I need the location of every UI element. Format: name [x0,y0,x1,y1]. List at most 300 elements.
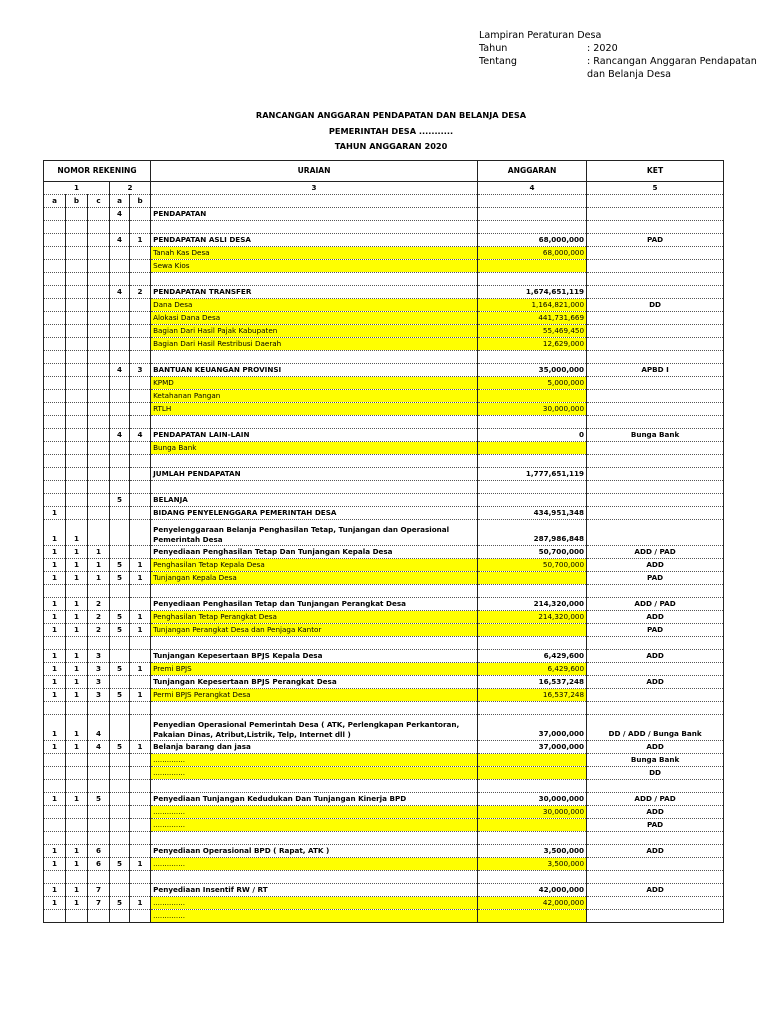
table-row [44,325,724,338]
note-cell [587,403,724,416]
account-code-cell: 1 [44,858,66,871]
description-cell: PENDAPATAN [151,208,478,221]
account-code-cell [88,390,110,403]
note-cell [587,897,724,910]
account-code-cell [66,351,88,364]
amount-cell: 30,000,000 [478,403,587,416]
amount-cell [478,624,587,637]
account-code-cell [110,546,130,559]
account-code-cell [130,754,151,767]
amount-cell [478,221,587,234]
amount-cell: 68,000,000 [478,247,587,260]
subcol-a2: a [110,195,130,208]
account-code-cell [88,325,110,338]
description-cell: Penyediaan Operasional BPD ( Rapat, ATK ) [151,845,478,858]
table-row [44,767,724,780]
account-code-cell [88,377,110,390]
account-code-cell [130,416,151,429]
account-code-cell [110,832,130,845]
description-cell: PENDAPATAN ASLI DESA [151,234,478,247]
account-code-cell: 1 [44,845,66,858]
amount-cell: 68,000,000 [478,234,587,247]
note-cell: PAD [587,624,724,637]
budget-table [43,160,724,923]
amount-cell [478,585,587,598]
table-row [44,897,724,910]
account-code-cell [88,234,110,247]
account-code-cell: 2 [88,598,110,611]
note-cell [587,910,724,923]
note-cell: ADD / PAD [587,598,724,611]
account-code-cell [44,585,66,598]
account-code-cell [66,819,88,832]
amount-cell [478,208,587,221]
account-code-cell [66,299,88,312]
note-cell [587,494,724,507]
amount-cell [478,702,587,715]
account-code-cell: 1 [66,884,88,897]
account-code-cell [44,351,66,364]
account-code-cell [66,338,88,351]
amount-cell: 1,777,651,119 [478,468,587,481]
amount-cell: 50,700,000 [478,546,587,559]
note-cell: ADD [587,611,724,624]
account-code-cell [110,377,130,390]
account-code-cell [44,637,66,650]
account-code-cell: 4 [110,429,130,442]
account-code-cell: 4 [110,208,130,221]
account-code-cell [44,455,66,468]
note-cell: PAD [587,819,724,832]
description-cell: Penyelenggaraan Belanja Penghasilan Tetap, Tunjangan dan Operasional Pemerintah Desa [151,520,478,546]
account-code-cell [66,494,88,507]
account-code-cell [44,442,66,455]
account-code-cell: 1 [44,624,66,637]
account-code-cell: 5 [88,793,110,806]
account-code-cell: 1 [66,611,88,624]
account-code-cell [110,520,130,546]
note-cell [587,286,724,299]
account-code-cell [130,494,151,507]
account-code-cell [110,442,130,455]
account-code-cell [130,520,151,546]
amount-cell: 214,320,000 [478,598,587,611]
account-code-cell [88,520,110,546]
account-code-cell [130,481,151,494]
table-row [44,832,724,845]
account-code-cell [88,871,110,884]
note-cell: DD [587,767,724,780]
amount-cell: 214,320,000 [478,611,587,624]
amount-cell: 42,000,000 [478,897,587,910]
account-code-cell [88,299,110,312]
account-code-cell [110,806,130,819]
account-code-cell: 1 [130,689,151,702]
note-cell: APBD I [587,364,724,377]
account-code-cell: 1 [130,624,151,637]
table-row [44,390,724,403]
account-code-cell [44,702,66,715]
description-cell: Penyediaan Penghasilan Tetap Dan Tunjangan Kepala Desa [151,546,478,559]
account-code-cell [44,325,66,338]
account-code-cell [130,260,151,273]
attachment-header [479,29,764,81]
account-code-cell [44,832,66,845]
account-code-cell [66,416,88,429]
account-code-cell: 1 [66,741,88,754]
description-cell: .............. [151,754,478,767]
description-cell: BELANJA [151,494,478,507]
note-cell [587,858,724,871]
note-cell [587,520,724,546]
account-code-cell: 4 [88,741,110,754]
note-cell: ADD [587,806,724,819]
account-code-cell [110,793,130,806]
table-row [44,585,724,598]
account-code-cell [110,221,130,234]
description-cell: JUMLAH PENDAPATAN [151,468,478,481]
account-code-cell [66,871,88,884]
account-code-cell: 2 [130,286,151,299]
table-row [44,715,724,741]
note-cell [587,455,724,468]
account-code-cell [130,702,151,715]
account-code-cell: 5 [110,559,130,572]
description-cell: Dana Desa [151,299,478,312]
account-code-cell [130,637,151,650]
note-cell: PAD [587,572,724,585]
note-cell: DD [587,299,724,312]
account-code-cell: 1 [88,572,110,585]
account-code-cell: 2 [88,624,110,637]
table-row [44,741,724,754]
account-code-cell [88,468,110,481]
account-code-cell [110,910,130,923]
account-code-cell [88,585,110,598]
account-code-cell [88,429,110,442]
note-cell [587,377,724,390]
account-code-cell [110,312,130,325]
note-cell: ADD [587,650,724,663]
header-anggaran: ANGGARAN [478,161,587,182]
account-code-cell [110,351,130,364]
account-code-cell: 1 [66,546,88,559]
account-code-cell [66,325,88,338]
table-row [44,702,724,715]
table-row [44,507,724,520]
account-code-cell [110,884,130,897]
document-subtitle: PEMERINTAH DESA ........... [328,125,454,136]
account-code-cell: 1 [130,858,151,871]
amount-cell [478,494,587,507]
account-code-cell [66,364,88,377]
table-row [44,234,724,247]
amount-cell [478,637,587,650]
account-code-cell [44,871,66,884]
note-cell [587,780,724,793]
account-code-cell: 5 [110,494,130,507]
account-code-cell: 1 [44,598,66,611]
table-row [44,429,724,442]
account-code-cell [130,221,151,234]
account-code-cell [130,715,151,741]
description-cell [151,832,478,845]
account-code-cell: 1 [66,559,88,572]
account-code-cell [66,910,88,923]
table-row [44,910,724,923]
account-code-cell [88,273,110,286]
account-code-cell: 1 [66,624,88,637]
account-code-cell [130,377,151,390]
account-code-cell: 1 [66,520,88,546]
account-code-cell [66,273,88,286]
description-cell [151,273,478,286]
account-code-cell: 7 [88,897,110,910]
header-ket: KET [587,161,724,182]
account-code-cell [44,819,66,832]
account-code-cell [66,585,88,598]
account-code-cell [44,780,66,793]
account-code-cell [130,312,151,325]
year-line [479,42,764,55]
note-cell: ADD [587,559,724,572]
account-code-cell [88,832,110,845]
table-row [44,455,724,468]
account-code-cell [88,754,110,767]
description-cell [151,637,478,650]
note-cell [587,221,724,234]
amount-cell [478,871,587,884]
account-code-cell [66,832,88,845]
description-cell [151,585,478,598]
account-code-cell [88,403,110,416]
table-row [44,884,724,897]
description-cell: RTLH [151,403,478,416]
account-code-cell [88,286,110,299]
attachment-title: Lampiran Peraturan Desa [479,30,602,41]
note-cell [587,325,724,338]
year-label: Tahun [479,43,508,54]
account-code-cell [110,650,130,663]
amount-cell: 30,000,000 [478,793,587,806]
note-cell: Bunga Bank [587,429,724,442]
account-code-cell: 1 [130,234,151,247]
account-code-cell [130,247,151,260]
account-code-cell [130,598,151,611]
account-code-cell [44,481,66,494]
account-code-cell [44,247,66,260]
amount-cell: 16,537,248 [478,689,587,702]
account-code-cell [88,910,110,923]
note-cell: ADD [587,845,724,858]
table-row [44,221,724,234]
account-code-cell [110,260,130,273]
table-row [44,780,724,793]
amount-cell [478,910,587,923]
header-nomor-rekening: NOMOR REKENING [44,161,151,182]
description-cell [151,702,478,715]
account-code-cell: 1 [44,663,66,676]
account-code-cell [44,299,66,312]
table-row [44,845,724,858]
account-code-cell [88,455,110,468]
table-row [44,351,724,364]
subcol-a: a [44,195,66,208]
colnum-4: 4 [478,182,587,195]
table-row [44,819,724,832]
amount-cell: 441,731,669 [478,312,587,325]
year-value: : 2020 [587,43,618,54]
account-code-cell [110,637,130,650]
description-cell: .............. [151,819,478,832]
amount-cell: 37,000,000 [478,715,587,741]
account-code-cell: 1 [130,572,151,585]
description-cell: Tunjangan Perangkat Desa dan Penjaga Kantor [151,624,478,637]
account-code-cell [110,325,130,338]
table-row [44,416,724,429]
account-code-cell [130,767,151,780]
account-code-cell [110,676,130,689]
account-code-cell [44,338,66,351]
account-code-cell: 1 [44,884,66,897]
account-code-cell [66,702,88,715]
table-row [44,286,724,299]
account-code-cell: 1 [66,845,88,858]
account-code-cell [130,832,151,845]
colnum-3: 3 [151,182,478,195]
description-cell: Tunjangan Kepesertaan BPJS Kepala Desa [151,650,478,663]
description-cell: Bagian Dari Hasil Pajak Kabupaten [151,325,478,338]
account-code-cell: 1 [66,663,88,676]
account-code-cell [130,442,151,455]
document-year-title: TAHUN ANGGARAN 2020 [334,141,448,151]
account-code-cell [44,364,66,377]
amount-cell [478,442,587,455]
note-cell [587,585,724,598]
amount-cell [478,260,587,273]
account-code-cell [110,702,130,715]
table-body [44,208,724,923]
table-row [44,559,724,572]
note-cell: ADD / PAD [587,793,724,806]
account-code-cell: 4 [110,234,130,247]
account-code-cell: 3 [88,689,110,702]
account-code-cell [88,260,110,273]
account-code-cell: 5 [110,858,130,871]
account-code-cell [66,208,88,221]
note-cell: ADD [587,676,724,689]
account-code-cell [110,507,130,520]
amount-cell [478,273,587,286]
amount-cell: 35,000,000 [478,364,587,377]
account-code-cell: 1 [88,559,110,572]
table-row [44,611,724,624]
amount-cell: 30,000,000 [478,806,587,819]
subject-label: Tentang [479,56,518,67]
description-cell [151,416,478,429]
amount-cell [478,416,587,429]
table-row [44,637,724,650]
description-cell: PENDAPATAN TRANSFER [151,286,478,299]
description-cell: Penyediaan Penghasilan Tetap dan Tunjangan Perangkat Desa [151,598,478,611]
table-row [44,676,724,689]
account-code-cell: 7 [88,884,110,897]
account-code-cell: 4 [130,429,151,442]
account-code-cell: 1 [44,650,66,663]
account-code-cell [88,494,110,507]
account-code-cell [44,429,66,442]
description-cell: Tunjangan Kepesertaan BPJS Perangkat Desa [151,676,478,689]
colnum-5: 5 [587,182,724,195]
table-row [44,793,724,806]
table-row [44,377,724,390]
column-number-row [44,182,724,195]
account-code-cell: 1 [130,741,151,754]
account-code-cell: 3 [130,364,151,377]
description-cell [151,481,478,494]
account-code-cell [44,910,66,923]
account-code-cell [130,845,151,858]
account-code-cell [44,312,66,325]
account-code-cell [130,468,151,481]
table-row [44,403,724,416]
account-code-cell [130,273,151,286]
account-code-cell [130,351,151,364]
note-cell [587,273,724,286]
account-code-cell [44,494,66,507]
attachment-title-line [479,29,764,42]
account-code-cell: 1 [44,559,66,572]
description-cell: .............. [151,897,478,910]
description-cell: Penyediaan Tunjangan Kedudukan Dan Tunjangan Kinerja BPD [151,793,478,806]
table-row [44,312,724,325]
account-code-cell [130,871,151,884]
account-code-cell: 5 [110,897,130,910]
account-code-cell: 5 [110,572,130,585]
description-cell: Penyediaan Insentif RW / RT [151,884,478,897]
amount-cell: 55,469,450 [478,325,587,338]
account-code-cell: 5 [110,663,130,676]
subject-line [479,55,764,81]
account-code-cell [44,273,66,286]
description-cell [151,351,478,364]
account-code-cell: 3 [88,676,110,689]
account-code-cell [66,806,88,819]
account-code-cell [130,403,151,416]
account-code-cell: 1 [130,611,151,624]
account-code-cell [66,468,88,481]
account-code-cell [130,793,151,806]
description-cell: .............. [151,806,478,819]
table-row [44,468,724,481]
account-code-cell: 5 [110,611,130,624]
account-code-cell [88,806,110,819]
description-cell: KPMD [151,377,478,390]
account-code-cell [66,221,88,234]
subcol-b: b [66,195,88,208]
account-code-cell: 4 [88,715,110,741]
account-code-cell [130,650,151,663]
account-code-cell [110,780,130,793]
account-code-cell: 1 [44,546,66,559]
account-code-cell: 1 [130,897,151,910]
amount-cell: 6,429,600 [478,650,587,663]
subject-value: : Rancangan Anggaran Pendapatan dan Belanja Desa [587,56,757,80]
account-code-cell [66,481,88,494]
table-row [44,520,724,546]
account-code-cell [88,247,110,260]
account-code-cell [130,884,151,897]
